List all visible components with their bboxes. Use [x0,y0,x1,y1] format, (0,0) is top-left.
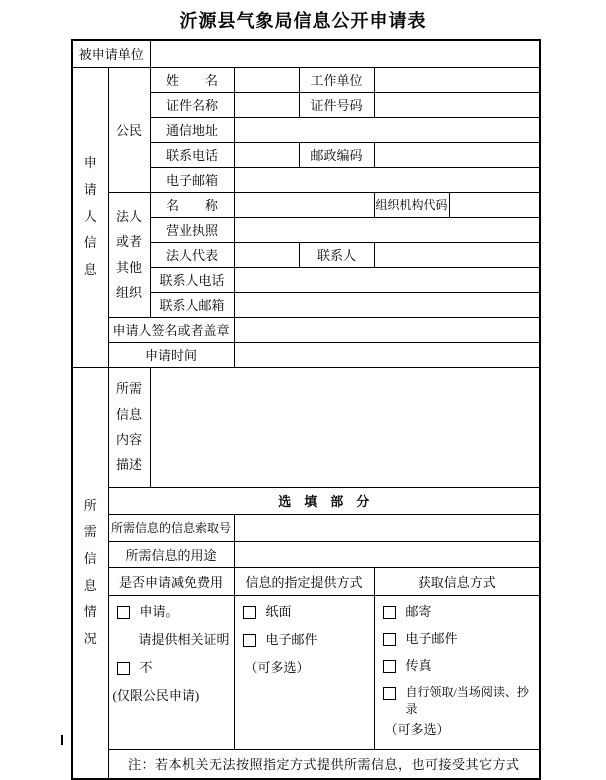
signature-input[interactable] [234,317,540,342]
email-label: 电子邮箱 [150,167,234,192]
organization-group-label-text: 法人或者其他组织 [115,208,142,300]
contact-email-label: 联系人邮箱 [150,292,234,317]
delivery-email-option[interactable] [235,631,372,648]
obtain-mail-checkbox-icon[interactable] [383,606,396,619]
applied-unit-label: 被申请单位 [72,40,150,67]
id-name-input[interactable] [234,92,299,117]
purpose-label: 所需信息的用途 [108,541,234,567]
legal-rep-label: 法人代表 [150,242,234,267]
applicant-section-label-text: 申请人信息 [83,155,97,277]
citizen-name-input[interactable] [234,67,299,92]
info-section-label [72,367,108,779]
contact-input[interactable] [374,242,540,267]
delivery-paper-checkbox-icon[interactable] [243,606,256,619]
optional-section-header: 选 填 部 分 [108,487,540,514]
postcode-label: 邮政编码 [299,142,374,167]
applicant-section-label [72,67,108,367]
delivery-email-label: 电子邮件 [265,631,318,647]
obtain-mail-label: 邮寄 [405,603,432,619]
signature-label: 申请人签名或者盖章 [108,317,234,342]
contact-label: 联系人 [299,242,374,267]
fee-restriction-note: (仅限公民申请) [112,687,200,703]
org-name-input[interactable] [234,192,374,217]
index-number-input[interactable] [234,514,540,541]
delivery-paper-option[interactable] [235,603,372,620]
obtain-email-checkbox-icon[interactable] [383,633,396,646]
obtain-fax-checkbox-icon[interactable] [383,660,396,673]
obtain-self-checkbox-icon[interactable] [383,687,396,700]
description-input[interactable] [150,367,540,487]
fee-apply-checkbox-icon[interactable] [117,606,130,619]
delivery-options-cell [234,595,374,749]
contact-phone-input[interactable] [234,267,540,292]
delivery-multi-note: （可多选） [244,659,310,675]
obtain-options-cell [374,595,540,749]
purpose-input[interactable] [234,541,540,567]
id-number-input[interactable] [374,92,540,117]
text-cursor [61,735,63,745]
citizen-group-label: 公民 [108,67,150,192]
org-code-label: 组织机构代码 [374,192,449,217]
work-unit-label: 工作单位 [299,67,374,92]
page-title: 沂源县气象局信息公开申请表 [179,11,427,31]
contact-phone-label: 联系人电话 [150,267,234,292]
id-name-label: 证件名称 [150,92,234,117]
org-code-input[interactable] [449,192,540,217]
org-name-label: 名 称 [150,192,234,217]
citizen-name-label: 姓 名 [150,67,234,92]
fee-waiver-options-cell [108,595,234,749]
delivery-email-checkbox-icon[interactable] [243,634,256,647]
obtain-mail-option[interactable] [375,603,538,620]
license-label: 营业执照 [150,217,234,242]
delivery-paper-label: 纸面 [265,603,292,619]
email-input[interactable] [234,167,540,192]
obtain-self-option[interactable] [375,684,538,718]
delivery-method-header: 信息的指定提供方式 [234,567,374,595]
phone-input[interactable] [234,142,299,167]
obtain-fax-label: 传真 [405,657,432,673]
obtain-fax-option[interactable] [375,657,538,674]
fee-no-option[interactable] [109,659,232,676]
id-number-label: 证件号码 [299,92,374,117]
fee-apply-label: 申请。 [139,603,179,619]
contact-email-input[interactable] [234,292,540,317]
address-label: 通信地址 [150,117,234,142]
license-input[interactable] [234,217,540,242]
applied-unit-input[interactable] [150,40,540,67]
application-date-label: 申请时间 [108,342,234,367]
legal-rep-input[interactable] [234,242,299,267]
info-section-label-text: 所需信息情况 [83,497,97,647]
organization-group-label [108,192,150,317]
obtain-multi-note: （可多选） [384,721,450,737]
description-label [108,367,150,487]
obtain-self-label: 自行领取/当场阅读、抄录 [405,684,529,716]
fee-apply-option[interactable] [109,603,232,620]
footer-note: 注：若本机关无法按照指定方式提供所需信息，也可接受其它方式 [108,749,540,779]
phone-label: 联系电话 [150,142,234,167]
work-unit-input[interactable] [374,67,540,92]
fee-waiver-header: 是否申请减免费用 [108,567,234,595]
fee-no-checkbox-icon[interactable] [117,662,130,675]
obtain-email-label: 电子邮件 [405,630,458,646]
obtain-method-header: 获取信息方式 [374,567,540,595]
postcode-input[interactable] [374,142,540,167]
fee-apply-note: 请提供相关证明 [138,631,230,647]
application-date-input[interactable] [234,342,540,367]
description-label-text: 所需信息内容描述 [115,381,142,473]
address-input[interactable] [234,117,540,142]
fee-no-label: 不 [139,659,153,675]
obtain-email-option[interactable] [375,630,538,647]
index-number-label: 所需信息的信息索取号 [108,514,234,541]
application-form-table [71,39,541,780]
